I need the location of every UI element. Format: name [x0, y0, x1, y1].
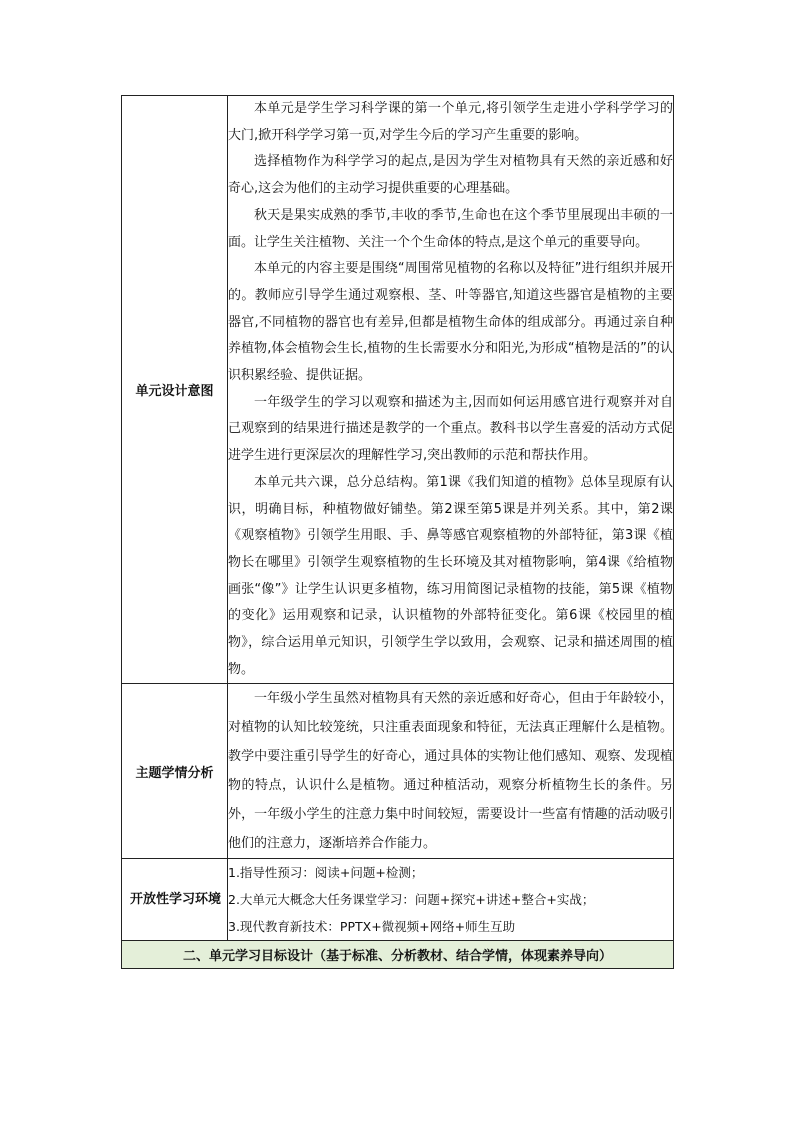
paragraph: 本单元的内容主要是围绕“周围常见植物的名称以及特征”进行组织并展开的。教师应引导学生通过观察根、茎、叶等器官,知道这些器官是植物的主要器官,不同植物的器官也有差异,但都是植物生命体的组成部分。再通过亲自种养植物,体会植物会生长,植物的生长需要水分和阳光,为形成“植物是活的”的认识积累经验、提供证据。 — [228, 261, 673, 384]
table-row-learner-analysis — [122, 684, 674, 859]
paragraph: 秋天是果实成熟的季节,丰收的季节,生命也在这个季节里展现出丰硕的一面。让学生关注植物、关注一个个生命体的特点,是这个单元的重要导向。 — [228, 207, 673, 250]
list-item: 2.大单元大概念大任务课堂学习：问题+探究+讲述+整合+实战； — [228, 892, 595, 908]
row-label-design-intent: 单元设计意图 — [122, 96, 228, 684]
learner-analysis-content — [228, 684, 674, 859]
list-item: 3.现代教育新技术：PPTX+微视频+网络+师生互助 — [228, 919, 516, 935]
paragraph: 一年级学生的学习以观察和描述为主,因而如何运用感官进行观察并对自己观察到的结果进行描述是教学的一个重点。教科书以学生喜爱的活动方式促进学生进行更深层次的理解性学习,突出教师的示范和帮扶作用。 — [228, 394, 673, 464]
table-row-design-intent — [122, 96, 674, 684]
paragraph: 一年级小学生虽然对植物具有天然的亲近感和好奇心，但由于年龄较小，对植物的认知比较笼统，只注重表面现象和特征，无法真正理解什么是植物。教学中要注重引导学生的好奇心，通过具体的实物让他们感知、观察、发现植物的特点，认识什么是植物。通过种植活动，观察分析植物生长的条件。另外，一年级小学生的注意力集中时间较短，需要设计一些富有情趣的活动吸引他们的注意力，逐渐培养合作能力。 — [228, 691, 673, 852]
row-label-learner-analysis: 主题学情分析 — [122, 684, 228, 859]
unit-design-table — [121, 95, 674, 969]
table-row-learning-environment — [122, 859, 674, 941]
paragraph: 选择植物作为科学学习的起点,是因为学生对植物具有天然的亲近感和好奇心,这会为他们的主动学习提供重要的心理基础。 — [228, 154, 673, 197]
section-heading: 二、单元学习目标设计（基于标准、分析教材、结合学情，体现素养导向） — [122, 941, 674, 969]
learning-environment-content — [228, 859, 674, 941]
paragraph: 本单元共六课，总分总结构。第1课《我们知道的植物》总体呈现原有认识，明确目标，种植物做好铺垫。第2课至第5课是并列关系。其中，第2课《观察植物》引领学生用眼、手、鼻等感官观察植物的外部特征，第3课《植物长在哪里》引领学生观察植物的生长环境及其对植物影响，第4课《给植物画张“像”》让学生认识更多植物，练习用简图记录植物的技能，第5课《植物的变化》运用观察和记录，认识植物的外部特征变化。第6课《校园里的植物》，综合运用单元知识，引领学生学以致用，会观察、记录和描述周围的植物。 — [228, 474, 673, 677]
paragraph: 本单元是学生学习科学课的第一个单元,将引领学生走进小学科学学习的大门,掀开科学学习第一页,对学生今后的学习产生重要的影响。 — [228, 101, 673, 143]
list-item: 1.指导性预习：阅读+问题+检测； — [228, 865, 424, 881]
design-intent-content — [228, 96, 674, 684]
row-label-learning-environment: 开放性学习环境 — [122, 859, 228, 941]
section-heading-row — [122, 941, 674, 969]
